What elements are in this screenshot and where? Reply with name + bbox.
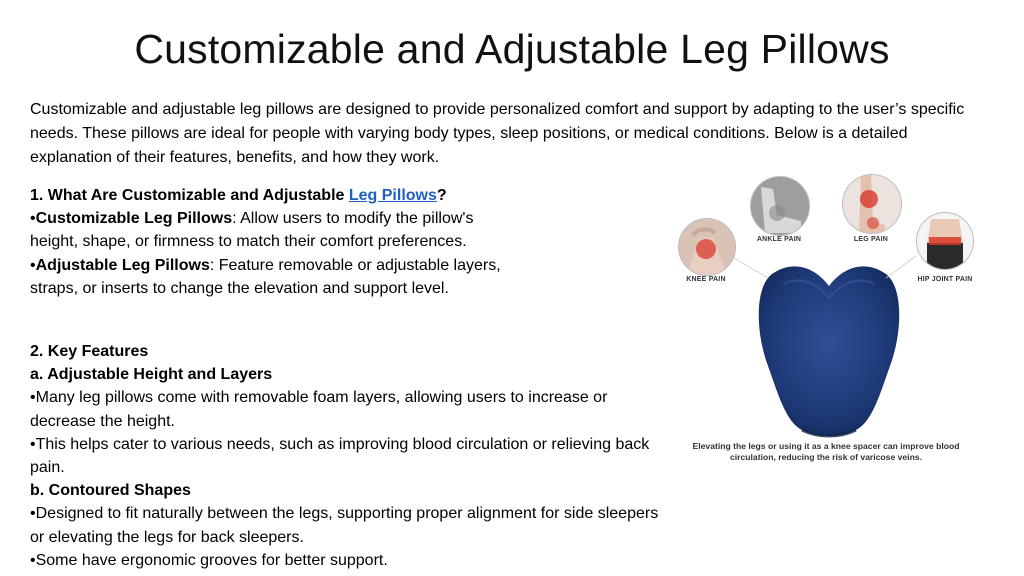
- list-item-text: Designed to fit naturally between the legs, supporting proper alignment for side sleepers or elevating the legs for back sleepers.: [30, 505, 659, 546]
- figure-caption: Elevating the legs or using it as a knee spacer can improve blood circulation, reducing the risk of varicose veins.: [692, 441, 960, 462]
- bullet: •: [30, 256, 36, 274]
- intro-paragraph: Customizable and adjustable leg pillows are designed to provide personalized comfort and support by adapting to the user’s specific needs. These pillows are ideal for people with varying body types, sleep positions, or medical conditions. Below is a detailed explanation of their features, benefits, and how they work.: [30, 101, 965, 166]
- product-figure: [672, 168, 982, 468]
- list-item: [30, 386, 670, 432]
- subheading-adjustable-height: a. Adjustable Height and Layers: [30, 366, 273, 384]
- bullet: •: [30, 551, 36, 569]
- list-item-text: Many leg pillows come with removable foam layers, allowing users to increase or decrease the height.: [30, 389, 608, 430]
- leg-pillows-link[interactable]: Leg Pillows: [348, 187, 437, 204]
- section1-heading: [30, 184, 520, 207]
- ankle-pain-label: ANKLE PAIN: [756, 236, 802, 243]
- list-item-text: This helps cater to various needs, such as improving blood circulation or relieving back pain.: [30, 435, 650, 477]
- list-item: [30, 502, 670, 548]
- customizable-term: Customizable Leg Pillows: [35, 210, 233, 228]
- customizable-item: [30, 207, 520, 253]
- section1-heading-suffix: ?: [436, 187, 447, 204]
- section-what-are: [30, 184, 520, 300]
- leg-pain-label: LEG PAIN: [853, 236, 889, 243]
- subheading-contoured-shapes: b. Contoured Shapes: [30, 482, 191, 500]
- bullet: •: [30, 505, 36, 523]
- bullet: •: [30, 210, 36, 228]
- bullet: •: [30, 435, 36, 453]
- adjustable-term: Adjustable Leg Pillows: [35, 256, 210, 274]
- knee-pain-label: KNEE PAIN: [686, 276, 726, 283]
- slide-title: Customizable and Adjustable Leg Pillows: [134, 26, 890, 72]
- adjustable-item: [30, 254, 520, 300]
- list-item: [30, 433, 670, 479]
- section-key-features: [30, 340, 670, 572]
- list-item-text: Some have ergonomic grooves for better support.: [35, 551, 388, 569]
- connector-lines: [672, 168, 982, 288]
- adjustable-text: : Feature removable or adjustable layers, straps, or inserts to change the elevation and support level.: [30, 256, 501, 297]
- list-item: [30, 549, 670, 572]
- customizable-text: : Allow users to modify the pillow's height, shape, or firmness to match their comfort preferences.: [30, 210, 474, 251]
- section1-heading-prefix: 1. What Are Customizable and Adjustable: [30, 187, 349, 204]
- bullet: •: [30, 389, 36, 407]
- hip-pain-label: HIP JOINT PAIN: [917, 276, 973, 283]
- section2-heading: 2. Key Features: [30, 343, 149, 360]
